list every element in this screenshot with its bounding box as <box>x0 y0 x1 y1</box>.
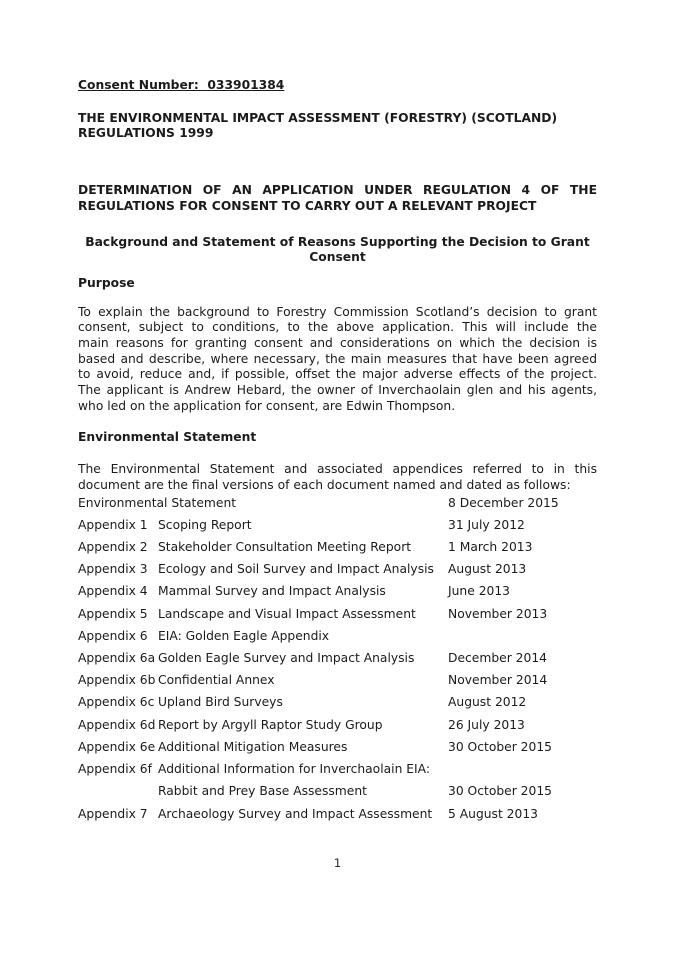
text-line: The Environmental Statement and associated appendices referred to in this <box>78 462 597 477</box>
document-date: 31 July 2012 <box>448 517 525 532</box>
document-label: Environmental Statement <box>78 495 237 510</box>
document-label: Appendix 7 <box>78 806 148 821</box>
document-label: Appendix 6f <box>78 762 152 777</box>
document-date: 30 October 2015 <box>448 739 552 754</box>
document-list-row <box>78 807 597 823</box>
purpose-paragraph <box>78 305 597 415</box>
document-list-row <box>78 518 597 534</box>
document-label: Appendix 6 <box>78 628 148 643</box>
document-title: Report by Argyll Raptor Study Group <box>158 717 383 732</box>
document-title: Archaeology Survey and Impact Assessment <box>158 806 433 821</box>
text-line: consent, subject to conditions, to the above application. This will include the <box>78 320 597 335</box>
text-line: to avoid, reduce and, if possible, offset the major adverse effects of the project. <box>78 367 597 382</box>
document-date: 30 October 2015 <box>448 784 552 799</box>
document-title: Rabbit and Prey Base Assessment <box>158 784 367 799</box>
document-label <box>78 784 158 800</box>
text-line: document are the final versions of each document named and dated as follows: <box>78 477 571 492</box>
text-line: Background and Statement of Reasons Supporting the Decision to Grant <box>85 234 590 249</box>
document-title: Additional Information for Inverchaolain EIA: <box>158 762 431 777</box>
document-title: Stakeholder Consultation Meeting Report <box>158 540 412 555</box>
regulations-act-title <box>78 111 597 142</box>
page-number: 1 <box>333 856 342 870</box>
document-list-row <box>78 540 597 556</box>
document-label: Appendix 3 <box>78 562 148 577</box>
text-line: who led on the application for consent, are Edwin Thompson. <box>78 398 456 413</box>
purpose-heading: Purpose <box>78 275 135 290</box>
text-line: THE ENVIRONMENTAL IMPACT ASSESSMENT (FORESTRY) (SCOTLAND) <box>78 110 558 125</box>
document-date: 8 December 2015 <box>448 495 559 510</box>
document-date: 26 July 2013 <box>448 717 525 732</box>
text-line: The applicant is Andrew Hebard, the owner of Inverchaolain glen and his agents, <box>78 383 597 398</box>
document-label: Appendix 6e <box>78 739 156 754</box>
consent-number-heading: Consent Number: 033901384 <box>78 78 285 92</box>
document-title: EIA: Golden Eagle Appendix <box>158 628 330 643</box>
document-label: Appendix 2 <box>78 540 148 555</box>
document-date: August 2012 <box>448 695 527 710</box>
document-date: November 2013 <box>448 606 548 621</box>
document-list-row <box>78 562 597 578</box>
document-label: Appendix 5 <box>78 606 148 621</box>
environmental-statement-heading: Environmental Statement <box>78 429 257 444</box>
document-title: Mammal Survey and Impact Analysis <box>158 584 386 599</box>
text-line: REGULATIONS FOR CONSENT TO CARRY OUT A RELEVANT PROJECT <box>78 198 537 213</box>
document-date: November 2014 <box>448 673 548 688</box>
document-list-row <box>78 496 597 512</box>
text-line: DETERMINATION OF AN APPLICATION UNDER REGULATION 4 OF THE <box>78 183 597 198</box>
document-list-row <box>78 629 597 645</box>
environmental-statement-intro <box>78 462 597 493</box>
background-subtitle <box>78 235 597 266</box>
document-date: August 2013 <box>448 562 527 577</box>
document-list-row <box>78 584 597 600</box>
text-line: REGULATIONS 1999 <box>78 126 214 141</box>
document-date: 1 March 2013 <box>448 540 533 555</box>
document-title: Upland Bird Surveys <box>158 695 283 710</box>
document-date: June 2013 <box>448 584 510 599</box>
document-list-row <box>78 651 597 667</box>
document-title: Ecology and Soil Survey and Impact Analysis <box>158 562 434 577</box>
document-title <box>158 496 448 512</box>
document-label: Appendix 6b <box>78 673 156 688</box>
document-label: Appendix 6d <box>78 717 156 732</box>
document-title: Additional Mitigation Measures <box>158 739 348 754</box>
text-line: based and describe, where necessary, the main measures that have been agreed <box>78 351 597 366</box>
document-label: Appendix 1 <box>78 517 148 532</box>
text-line: main reasons for granting consent and considerations on which the decision is <box>78 336 597 351</box>
document-title: Golden Eagle Survey and Impact Analysis <box>158 651 415 666</box>
document-list-row <box>78 607 597 623</box>
document-title: Landscape and Visual Impact Assessment <box>158 606 416 621</box>
document-date: 5 August 2013 <box>448 806 538 821</box>
appendix-document-list <box>78 496 597 823</box>
document-label: Appendix 4 <box>78 584 148 599</box>
document-label: Appendix 6a <box>78 651 156 666</box>
document-list-row <box>78 695 597 711</box>
document-date: December 2014 <box>448 651 547 666</box>
document-list-row <box>78 718 597 734</box>
document-title: Scoping Report <box>158 517 252 532</box>
text-line: Consent <box>309 250 366 265</box>
document-list-row <box>78 784 597 800</box>
document-label: Appendix 6c <box>78 695 155 710</box>
text-line: To explain the background to Forestry Commission Scotland’s decision to grant <box>78 304 597 319</box>
document-list-row <box>78 762 597 778</box>
document-list-row <box>78 740 597 756</box>
document-list-row <box>78 673 597 689</box>
document-title: Confidential Annex <box>158 673 275 688</box>
determination-heading <box>78 183 597 214</box>
